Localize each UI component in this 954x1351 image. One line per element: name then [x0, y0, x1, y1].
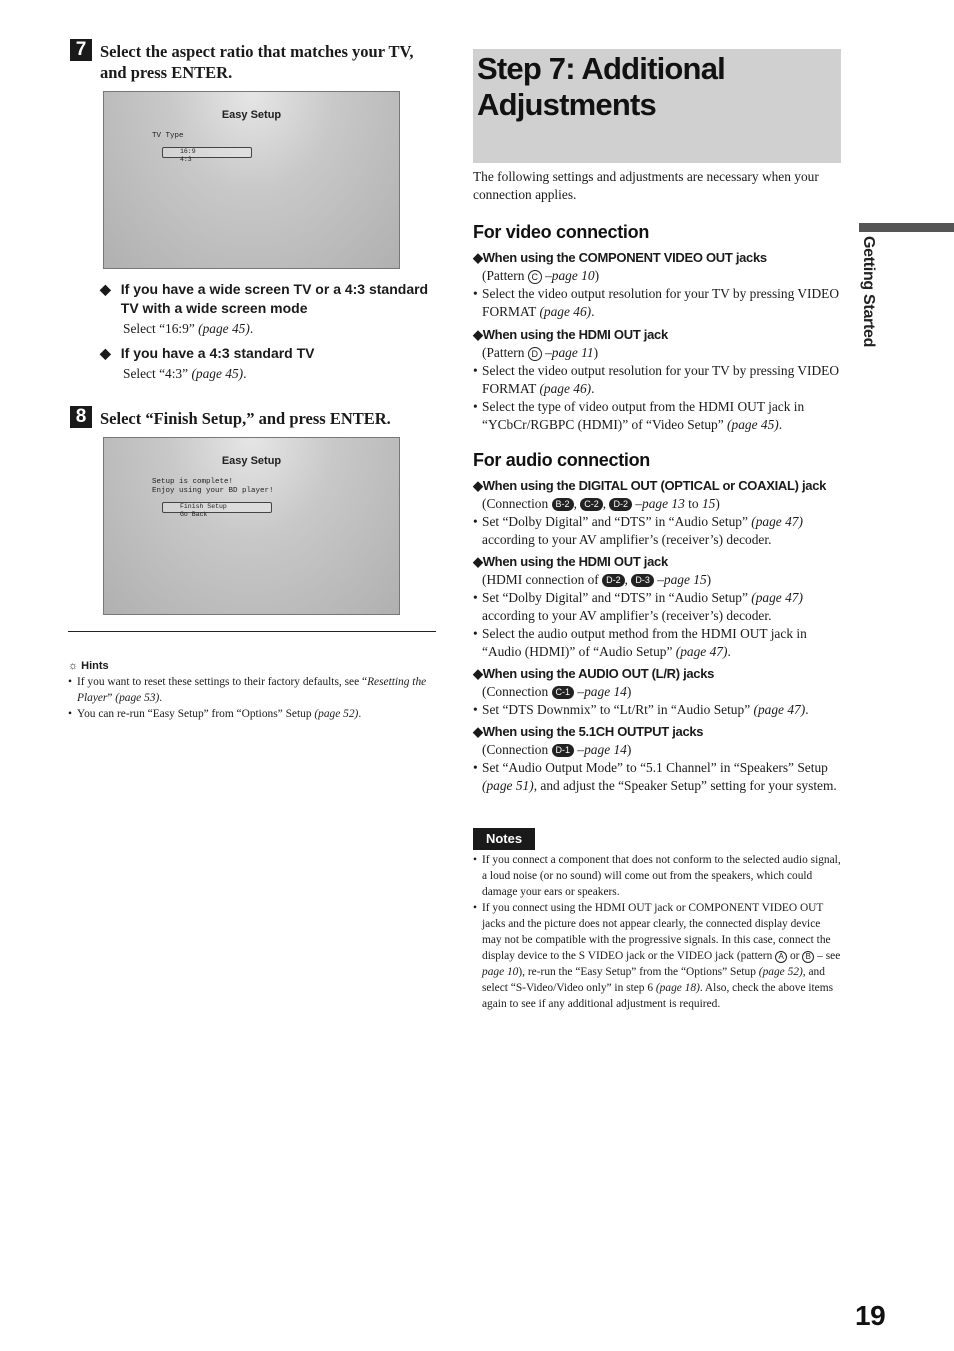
- pattern-d-icon: D: [528, 347, 542, 361]
- screen-title: Easy Setup: [221, 455, 282, 467]
- connection-badge-d1: D-1: [552, 744, 575, 757]
- note-2: • If you connect using the HDMI OUT jack or COMPONENT VIDEO OUT jacks and the picture does not appear clearly, the connected display device may not be compatible with the progressive signals. In this case, connect the display device to the S VIDEO jack or the VIDEO jack (pattern A or B – see page 10), re-run the “Easy Setup” from the “Options” Setup (page 52), and select “S-Video/Video only” in step 6 (page 18). Also, check the above items again to see if any additional adjustment is required.: [473, 900, 841, 1012]
- note-1: • If you connect a component that does not conform to the selected audio signal, a loud noise (or no sound) will come out from the speakers, which could damage your ears or speakers.: [473, 852, 841, 900]
- pattern-b-icon: B: [802, 951, 814, 963]
- step-8-number: 8: [70, 406, 92, 428]
- hdmi-video-bullet-1: • Select the video output resolution for your TV by pressing VIDEO FORMAT (page 46).: [473, 362, 843, 398]
- video-section: [473, 222, 843, 434]
- digital-out-connection: (Connection B-2 , C-2 , D-2 –page 13 to 15): [482, 496, 720, 511]
- component-bullet: • Select the video output resolution for your TV by pressing VIDEO FORMAT (page 46).: [473, 285, 843, 321]
- setup-complete-text: Setup is complete!: [152, 478, 234, 486]
- step-title-banner: [473, 49, 841, 163]
- tv-type-label: TV Type: [152, 132, 184, 140]
- hdmi-video-bullet-2: • Select the type of video output from the HDMI OUT jack in “YCbCr/RGBPC (HDMI)” of “Video Setup” (page 45).: [473, 398, 843, 434]
- connection-badge-d2: D-2: [602, 574, 625, 587]
- hints-section: [68, 658, 436, 722]
- connection-badge-c1: C-1: [552, 686, 575, 699]
- hints-title: Hints: [81, 660, 109, 672]
- wide-screen-heading: If you have a wide screen TV or a 4:3 standard TV with a wide screen mode: [120, 281, 429, 316]
- side-tab-bar: [859, 223, 954, 232]
- step-7-title: Select the aspect ratio that matches your TV, and press ENTER.: [100, 42, 414, 82]
- tv-type-option-16-9: 16:9: [180, 148, 196, 155]
- diamond-bullet-icon: ◆: [100, 281, 111, 297]
- hdmi-video-heading: ◆When using the HDMI OUT jack: [473, 327, 668, 342]
- hdmi-audio-bullet-2: • Select the audio output method from the HDMI OUT jack in “Audio (HDMI)” of “Audio Setup” (page 47).: [473, 625, 843, 661]
- notes-section: [473, 852, 841, 1012]
- easy-setup-screen-finish: [103, 437, 400, 615]
- standard-tv-select: Select “4:3”: [123, 366, 189, 381]
- diamond-bullet-icon: ◆: [473, 478, 483, 493]
- notes-label: Notes: [473, 828, 535, 850]
- tv-type-option-4-3: 4:3: [180, 156, 192, 163]
- connection-badge-d2: D-2: [609, 498, 632, 511]
- page-title: Step 7: Additional Adjustments: [477, 51, 725, 122]
- hdmi-audio-heading: ◆When using the HDMI OUT jack: [473, 554, 668, 569]
- connection-badge-b2: B-2: [552, 498, 574, 511]
- page-number: 19: [855, 1300, 886, 1331]
- divider: [68, 631, 436, 632]
- hdmi-audio-bullet-1: • Set “Dolby Digital” and “DTS” in “Audio Setup” (page 47) according to your AV amplifier’s (receiver’s) decoder.: [473, 589, 843, 625]
- intro-text: The following settings and adjustments are necessary when your connection applies.: [473, 169, 819, 202]
- hdmi-video-pattern: (Pattern D –page 11): [482, 345, 599, 360]
- diamond-bullet-icon: ◆: [100, 345, 111, 361]
- standard-tv-option: ◆ If you have a 4:3 standard TV Select “4:3” (page 45).: [100, 345, 315, 381]
- connection-badge-d3: D-3: [631, 574, 654, 587]
- side-tab-label: Getting Started: [860, 236, 877, 348]
- wide-screen-select: Select “16:9”: [123, 321, 195, 336]
- connection-badge-c2: C-2: [580, 498, 603, 511]
- component-heading: ◆When using the COMPONENT VIDEO OUT jacks: [473, 250, 767, 265]
- standard-tv-heading: If you have a 4:3 standard TV: [120, 345, 315, 361]
- audio-out-lr-heading: ◆When using the AUDIO OUT (L/R) jacks: [473, 666, 715, 681]
- side-tab: [857, 236, 879, 366]
- lightbulb-icon: ☼: [68, 660, 79, 672]
- 5-1ch-heading: ◆When using the 5.1CH OUTPUT jacks: [473, 724, 704, 739]
- easy-setup-screen-tv-type: [103, 91, 400, 269]
- wide-screen-option: ◆ If you have a wide screen TV or a 4:3 standard TV with a wide screen mode Select “16:9” (page 45).: [100, 280, 440, 338]
- go-back-option: Go Back: [180, 511, 208, 518]
- pattern-a-icon: A: [775, 951, 787, 963]
- audio-heading: For audio connection: [473, 450, 650, 470]
- digital-out-bullet: • Set “Dolby Digital” and “DTS” in “Audio Setup” (page 47) according to your AV amplifier’s (receiver’s) decoder.: [473, 513, 843, 549]
- 5-1ch-bullet: • Set “Audio Output Mode” to “5.1 Channel” in “Speakers” Setup (page 51), and adjust the “Speaker Setup” setting for your system.: [473, 759, 843, 795]
- step-8-title: Select “Finish Setup,” and press ENTER.: [100, 409, 391, 428]
- diamond-bullet-icon: ◆: [473, 250, 483, 265]
- diamond-bullet-icon: ◆: [473, 554, 483, 569]
- wide-screen-page-ref: (page 45): [198, 321, 250, 336]
- step-7-number: 7: [70, 39, 92, 61]
- hint-2: • You can re-run “Easy Setup” from “Options” Setup (page 52).: [68, 706, 436, 722]
- pattern-c-icon: C: [528, 270, 542, 284]
- enjoy-text: Enjoy using your BD player!: [152, 487, 274, 495]
- hdmi-audio-connection: (HDMI connection of D-2 , D-3 –page 15): [482, 572, 712, 587]
- diamond-bullet-icon: ◆: [473, 327, 483, 342]
- hint-1: • If you want to reset these settings to their factory defaults, see “Resetting the Player” (page 53).: [68, 674, 436, 706]
- finish-setup-option: Finish Setup: [180, 503, 227, 510]
- 5-1ch-connection: (Connection D-1 –page 14): [482, 742, 632, 757]
- screen-title: Easy Setup: [221, 109, 282, 121]
- audio-section: [473, 450, 843, 795]
- diamond-bullet-icon: ◆: [473, 666, 483, 681]
- selection-highlight: [162, 147, 252, 158]
- audio-out-lr-connection: (Connection C-1 –page 14): [482, 684, 632, 699]
- digital-out-heading: ◆When using the DIGITAL OUT (OPTICAL or COAXIAL) jack: [473, 478, 827, 493]
- diamond-bullet-icon: ◆: [473, 724, 483, 739]
- audio-out-lr-bullet: • Set “DTS Downmix” to “Lt/Rt” in “Audio Setup” (page 47).: [473, 701, 843, 719]
- component-pattern: (Pattern C –page 10): [482, 268, 600, 283]
- video-heading: For video connection: [473, 222, 650, 242]
- standard-tv-page-ref: (page 45): [191, 366, 244, 381]
